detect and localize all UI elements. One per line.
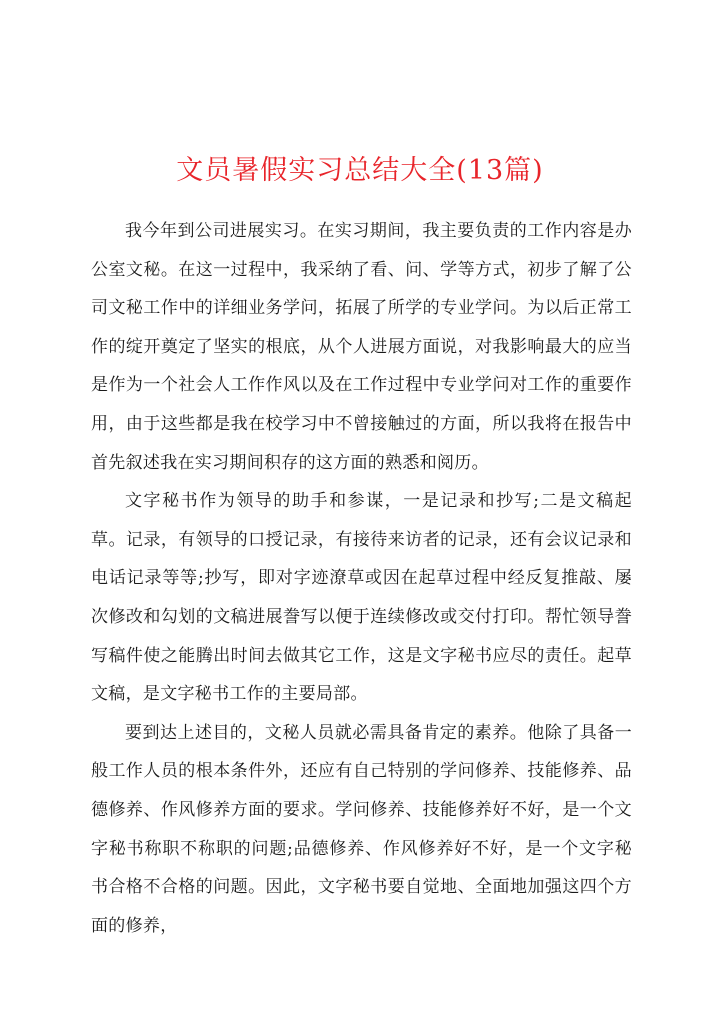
document-title: 文员暑假实习总结大全(13篇) [176, 155, 544, 186]
paragraph: 要到达上述目的，文秘人员就必需具备肯定的素养。他除了具备一般工作人员的根本条件外，还应有自己特别的学问修养、技能修养、品德修养、作风修养方面的要求。学问修养、技能修养好不好，是一个文字秘书称职不称职的问题;品德修养、作风修养好不好，是一个文字秘书合格不合格的问题。因此，文字秘书要自觉地、全面地加强这四个方面的修养， [91, 722, 632, 936]
paragraph: 我今年到公司进展实习。在实习期间，我主要负责的工作内容是办公室文秘。在这一过程中，我采纳了看、问、学等方式，初步了解了公司文秘工作中的详细业务学问，拓展了所学的专业学问。为以后正常工作的绽开奠定了坚实的根底，从个人进展方面说，对我影响最大的应当是作为一个社会人工作作风以及在工作过程中专业学问对工作的重要作用，由于这些都是我在校学习中不曾接触过的方面，所以我将在报告中首先叙述我在实习期间积存的这方面的熟悉和阅历。 [91, 221, 632, 473]
document-body [91, 212, 632, 945]
paragraph: 文字秘书作为领导的助手和参谋，一是记录和抄写;二是文稿起草。记录，有领导的口授记录，有接待来访者的记录，还有会议记录和电话记录等等;抄写，即对字迹潦草或因在起草过程中经反复推敲、屡次修改和勾划的文稿进展誊写以便于连续修改或交付打印。帮忙领导誊写稿件使之能腾出时间去做其它工作，这是文字秘书应尽的责任。起草文稿，是文字秘书工作的主要局部。 [91, 491, 632, 705]
